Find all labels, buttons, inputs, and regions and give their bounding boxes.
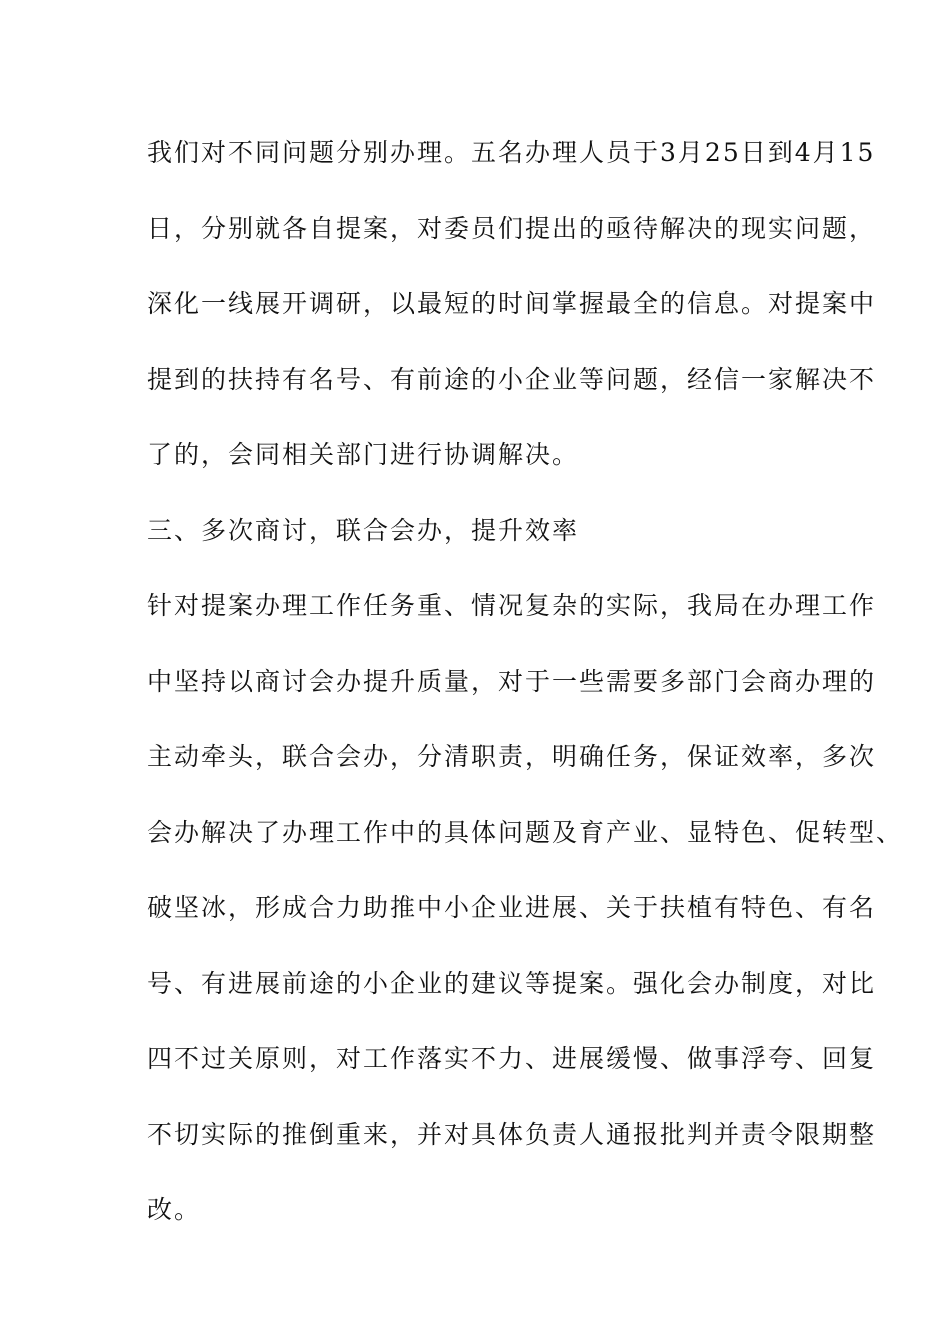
document-body: [147, 130, 904, 1263]
paragraph-line: 我们对不同问题分别办理。五名办理人员于3月25日到4月15: [147, 138, 876, 167]
paragraph-line: 号、有进展前途的小企业的建议等提案。强化会办制度，对比: [147, 968, 877, 998]
paragraph-line: 不切实际的推倒重来，并对具体负责人通报批判并责令限期整: [147, 1119, 877, 1149]
paragraph-line: 了的，会同相关部门进行协调解决。: [147, 440, 580, 469]
paragraph-line: 破坚冰，形成合力助推中小企业进展、关于扶植有特色、有名: [147, 893, 877, 922]
paragraph-line: 四不过关原则，对工作落实不力、进展缓慢、做事浮夸、回复: [147, 1044, 877, 1073]
paragraph-line: 改。: [147, 1195, 202, 1224]
paragraph-line: 主动牵头，联合会办，分清职责，明确任务，保证效率，多次: [147, 742, 877, 771]
paragraph-line: 提到的扶持有名号、有前途的小企业等问题，经信一家解决不: [147, 364, 877, 394]
paragraph-line: 中坚持以商讨会办提升质量，对于一些需要多部门会商办理的: [147, 666, 877, 696]
paragraph-line: 针对提案办理工作任务重、情况复杂的实际，我局在办理工作: [147, 591, 877, 620]
paragraph-line: 日，分别就各自提案，对委员们提出的亟待解决的现实问题，: [147, 213, 877, 243]
paragraph-line: 会办解决了办理工作中的具体问题及育产业、显特色、促转型、: [147, 817, 904, 847]
paragraph-line: 深化一线展开调研，以最短的时间掌握最全的信息。对提案中: [147, 289, 877, 318]
section-heading: 三、多次商讨，联合会办，提升效率: [147, 515, 580, 545]
